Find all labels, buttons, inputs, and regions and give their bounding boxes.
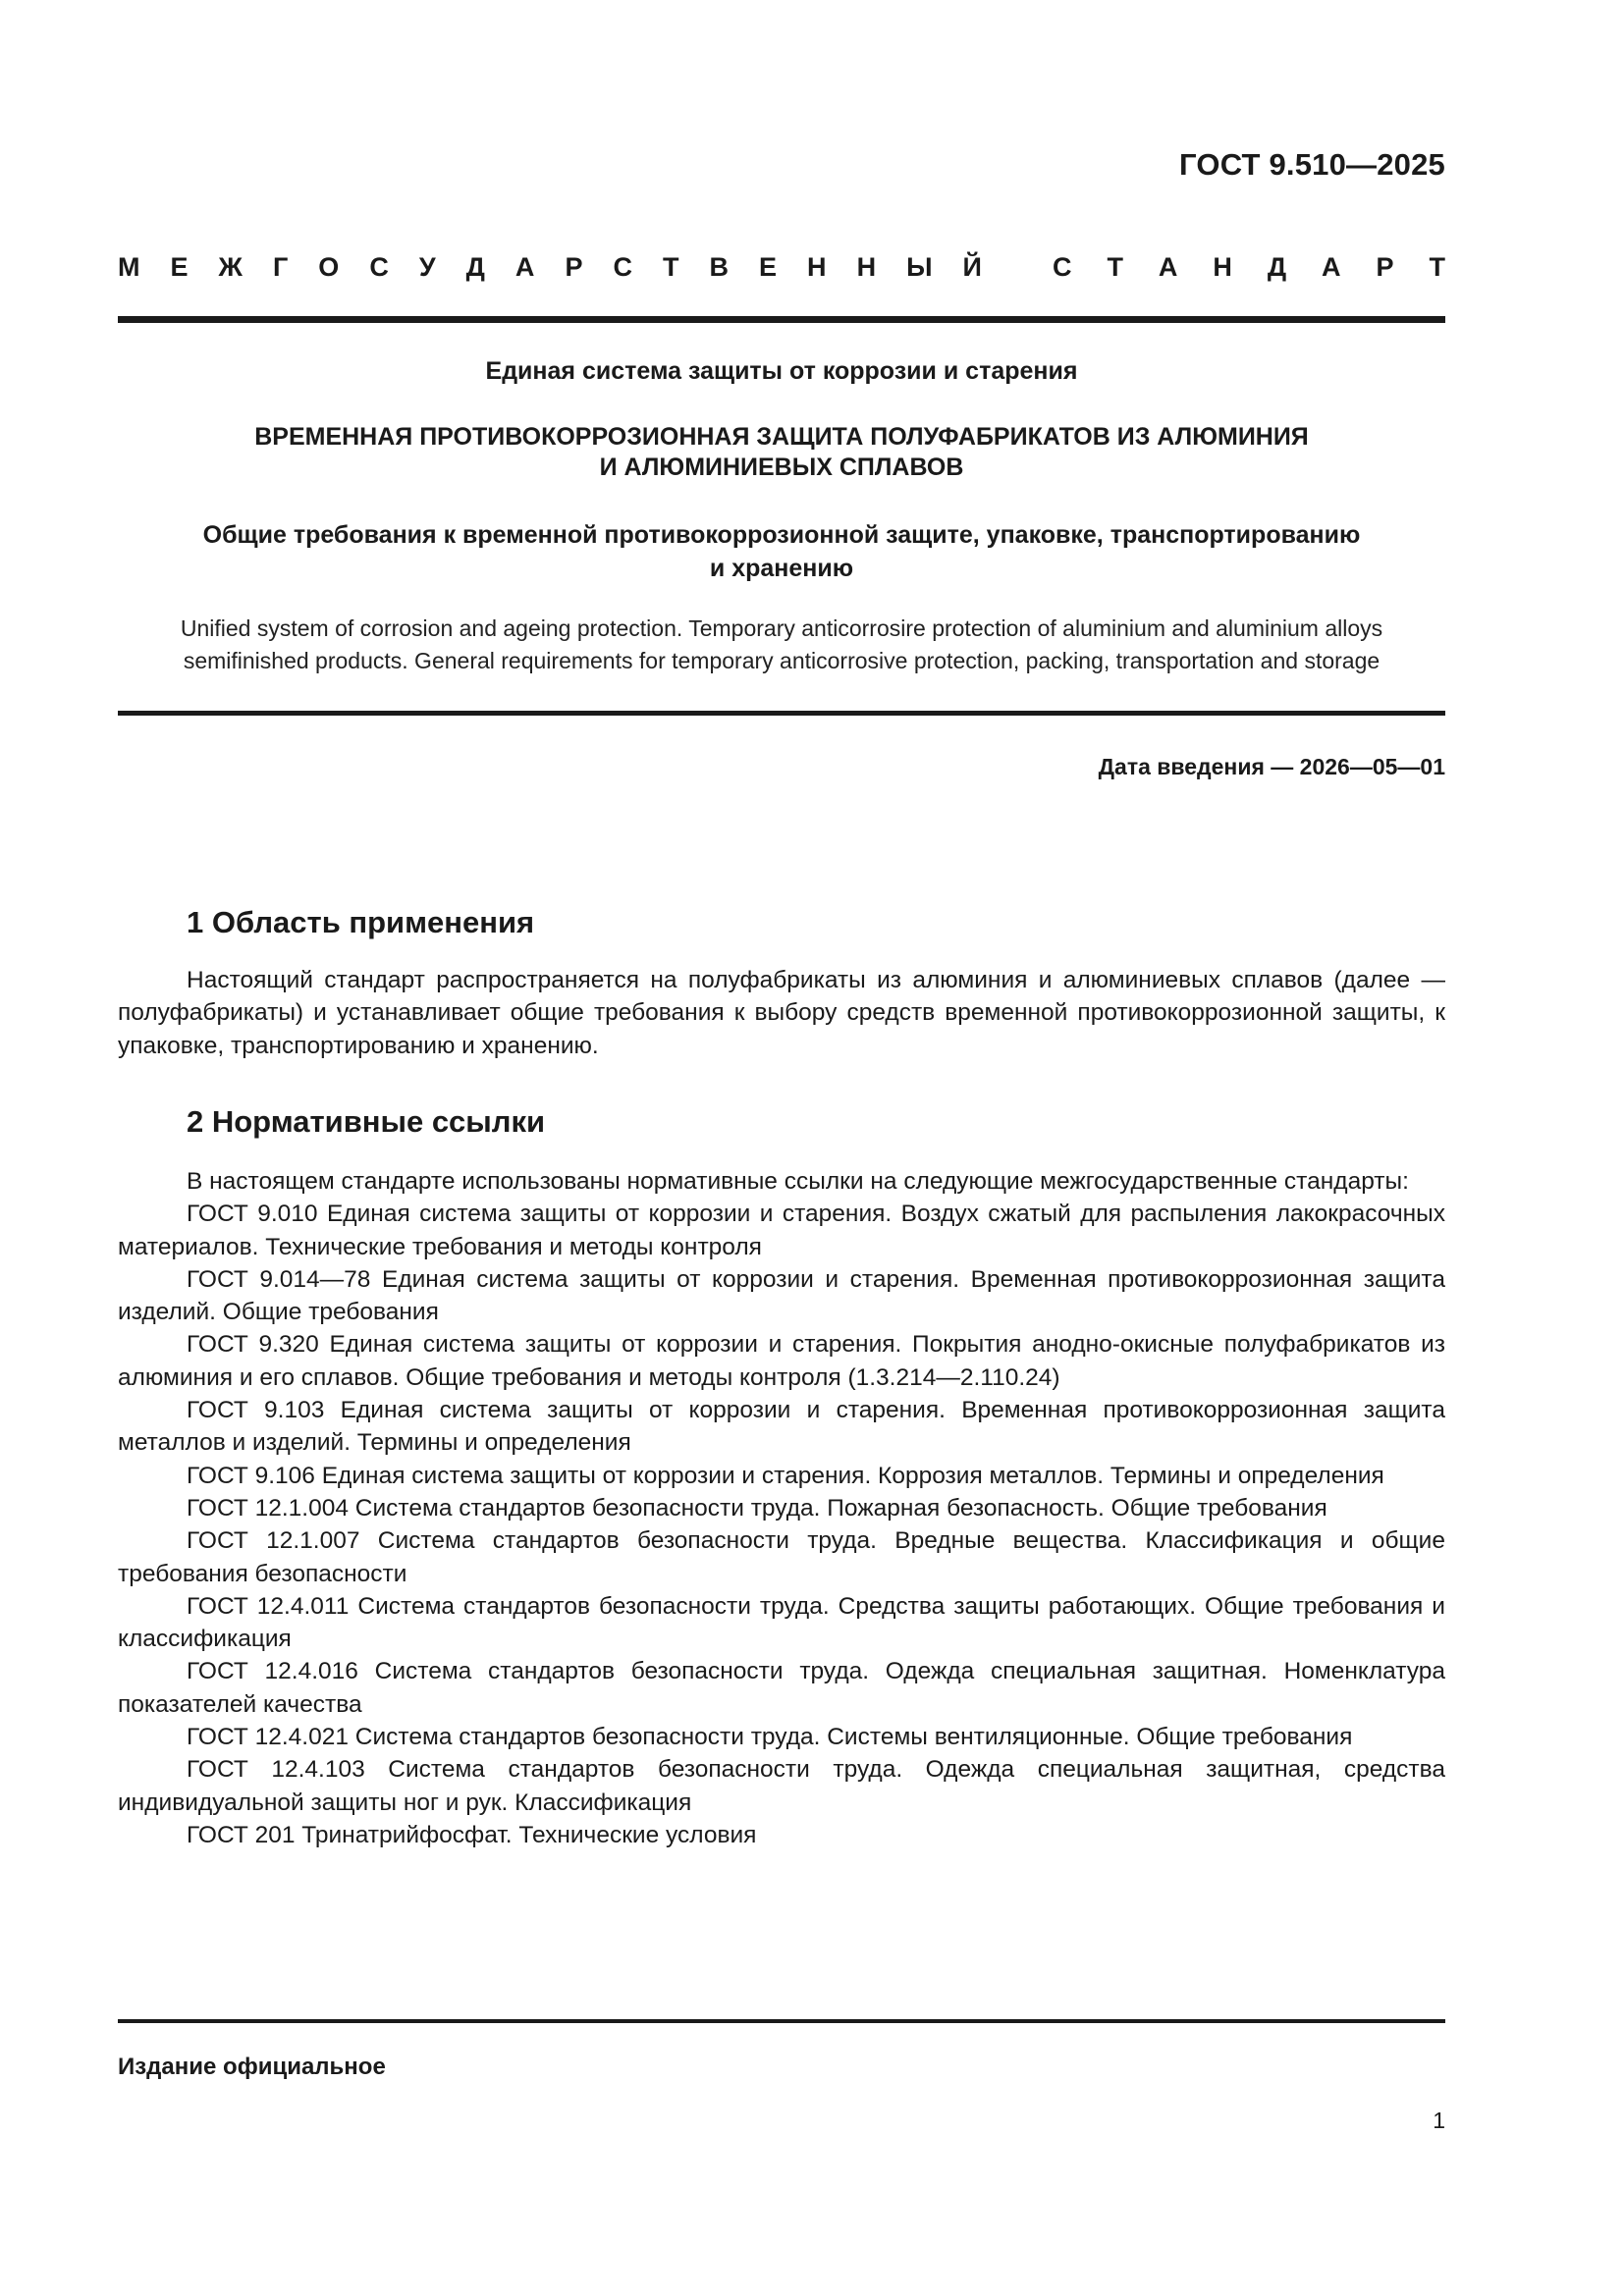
reference-item: ГОСТ 12.1.007 Система стандартов безопасности труда. Вредные вещества. Классификация и общие требования безопасности [118, 1527, 1445, 1587]
standard-type-letter: Т [1107, 252, 1123, 282]
standard-type-letter: А [514, 252, 535, 282]
standard-type-letter: Р [1376, 252, 1394, 282]
series-title: Единая система защиты от коррозии и старения [485, 357, 1078, 385]
standard-type-letter: М [118, 252, 140, 282]
references-list [118, 1165, 1445, 1851]
main-title [118, 422, 1445, 483]
references-intro: В настоящем стандарте использованы нормативные ссылки на следующие межгосударственные стандарты: [187, 1168, 1409, 1195]
standard-type-letter: Й [962, 252, 982, 282]
section-heading-references: 2 Нормативные ссылки [187, 1104, 546, 1139]
footer-divider [118, 2019, 1445, 2023]
top-divider [118, 316, 1445, 323]
standard-type-letter: Ж [218, 252, 243, 282]
standard-type-letter: О [318, 252, 340, 282]
scope-text [118, 964, 1445, 1062]
standard-type-letter: Т [662, 252, 679, 282]
page-number: 1 [1433, 2108, 1445, 2133]
subtitle-line: Общие требования к временной противокоррозионной защите, упаковке, транспортированию [202, 521, 1361, 549]
standard-type-word-interstate [118, 252, 982, 283]
english-title-line: Unified system of corrosion and ageing protection. Temporary anticorrosire protection of aluminium and aluminium alloys [180, 615, 1383, 641]
english-title-line: semifinished products. General requirements for temporary anticorrosive protection, packing, transportation and storage [183, 648, 1380, 673]
reference-item: ГОСТ 9.014—78 Единая система защиты от коррозии и старения. Временная противокоррозионная защита изделий. Общие требования [118, 1265, 1445, 1326]
standard-type-letter: Н [1213, 252, 1232, 282]
reference-item: ГОСТ 9.320 Единая система защиты от коррозии и старения. Покрытия анодно-окисные полуфабрикатов из алюминия и его сплавов. Общие требования и методы контроля (1.3.214—2.110.24) [118, 1331, 1445, 1391]
standard-type-letter: Н [856, 252, 877, 282]
standard-type-letter: С [369, 252, 389, 282]
standard-type-letter: С [1053, 252, 1072, 282]
reference-item: ГОСТ 9.010 Единая система защиты от коррозии и старения. Воздух сжатый для распыления лакокрасочных материалов. Технические требования и методы контроля [118, 1201, 1445, 1260]
reference-item: ГОСТ 201 Тринатрийфосфат. Технические условия [187, 1821, 757, 1848]
doc-number: ГОСТ 9.510—2025 [1179, 147, 1445, 182]
standard-type-letter: Т [1429, 252, 1445, 282]
standard-type-letter: Р [565, 252, 583, 282]
standard-type-letter: Ы [906, 252, 933, 282]
standard-type-heading [118, 252, 1445, 283]
english-title [118, 613, 1445, 677]
reference-item: ГОСТ 12.4.016 Система стандартов безопасности труда. Одежда специальная защитная. Номенклатура показателей качества [118, 1658, 1445, 1718]
main-title-line: И АЛЮМИНИЕВЫХ СПЛАВОВ [599, 454, 964, 481]
reference-item: ГОСТ 12.4.103 Система стандартов безопасности труда. Одежда специальная защитная, средства индивидуальной защиты ног и рук. Классификация [118, 1756, 1445, 1816]
intro-date: Дата введения — 2026—05—01 [1098, 754, 1445, 779]
standard-type-letter: Е [170, 252, 189, 282]
paragraph: Настоящий стандарт распространяется на полуфабрикаты из алюминия и алюминиевых сплавов (далее — полуфабрикаты) и устанавливает общие требования к выбору средств временной противокоррозионной защиты, к упаковке, транспортированию и хранению. [118, 967, 1445, 1059]
official-edition-label: Издание официальное [118, 2054, 386, 2080]
reference-item: ГОСТ 12.4.021 Система стандартов безопасности труда. Системы вентиляционные. Общие требования [187, 1724, 1353, 1751]
reference-item: ГОСТ 9.103 Единая система защиты от коррозии и старения. Временная противокоррозионная защита металлов и изделий. Термины и определения [118, 1397, 1445, 1457]
standard-type-letter: В [709, 252, 729, 282]
standard-type-letter: Д [465, 252, 485, 282]
standard-type-word-standard [1053, 252, 1445, 283]
standard-type-letter: Г [272, 252, 289, 282]
standard-type-letter: Н [807, 252, 827, 282]
reference-item: ГОСТ 12.4.011 Система стандартов безопасности труда. Средства защиты работающих. Общие требования и классификация [118, 1592, 1445, 1653]
standard-type-letter: У [418, 252, 436, 282]
title-divider [118, 711, 1445, 716]
reference-item: ГОСТ 12.1.004 Система стандартов безопасности труда. Пожарная безопасность. Общие требования [187, 1494, 1327, 1522]
standard-type-letter: А [1158, 252, 1178, 282]
standard-type-letter: А [1322, 252, 1341, 282]
reference-item: ГОСТ 9.106 Единая система защиты от коррозии и старения. Коррозия металлов. Термины и определения [187, 1462, 1384, 1489]
standard-type-letter: С [613, 252, 632, 282]
subtitle [118, 518, 1445, 585]
main-title-line: ВРЕМЕННАЯ ПРОТИВОКОРРОЗИОННАЯ ЗАЩИТА ПОЛУФАБРИКАТОВ ИЗ АЛЮМИНИЯ [254, 423, 1309, 451]
section-heading-scope: 1 Область применения [187, 905, 535, 939]
standard-type-letter: Д [1267, 252, 1287, 282]
standard-type-letter: Е [759, 252, 778, 282]
subtitle-line: и хранению [709, 555, 854, 582]
